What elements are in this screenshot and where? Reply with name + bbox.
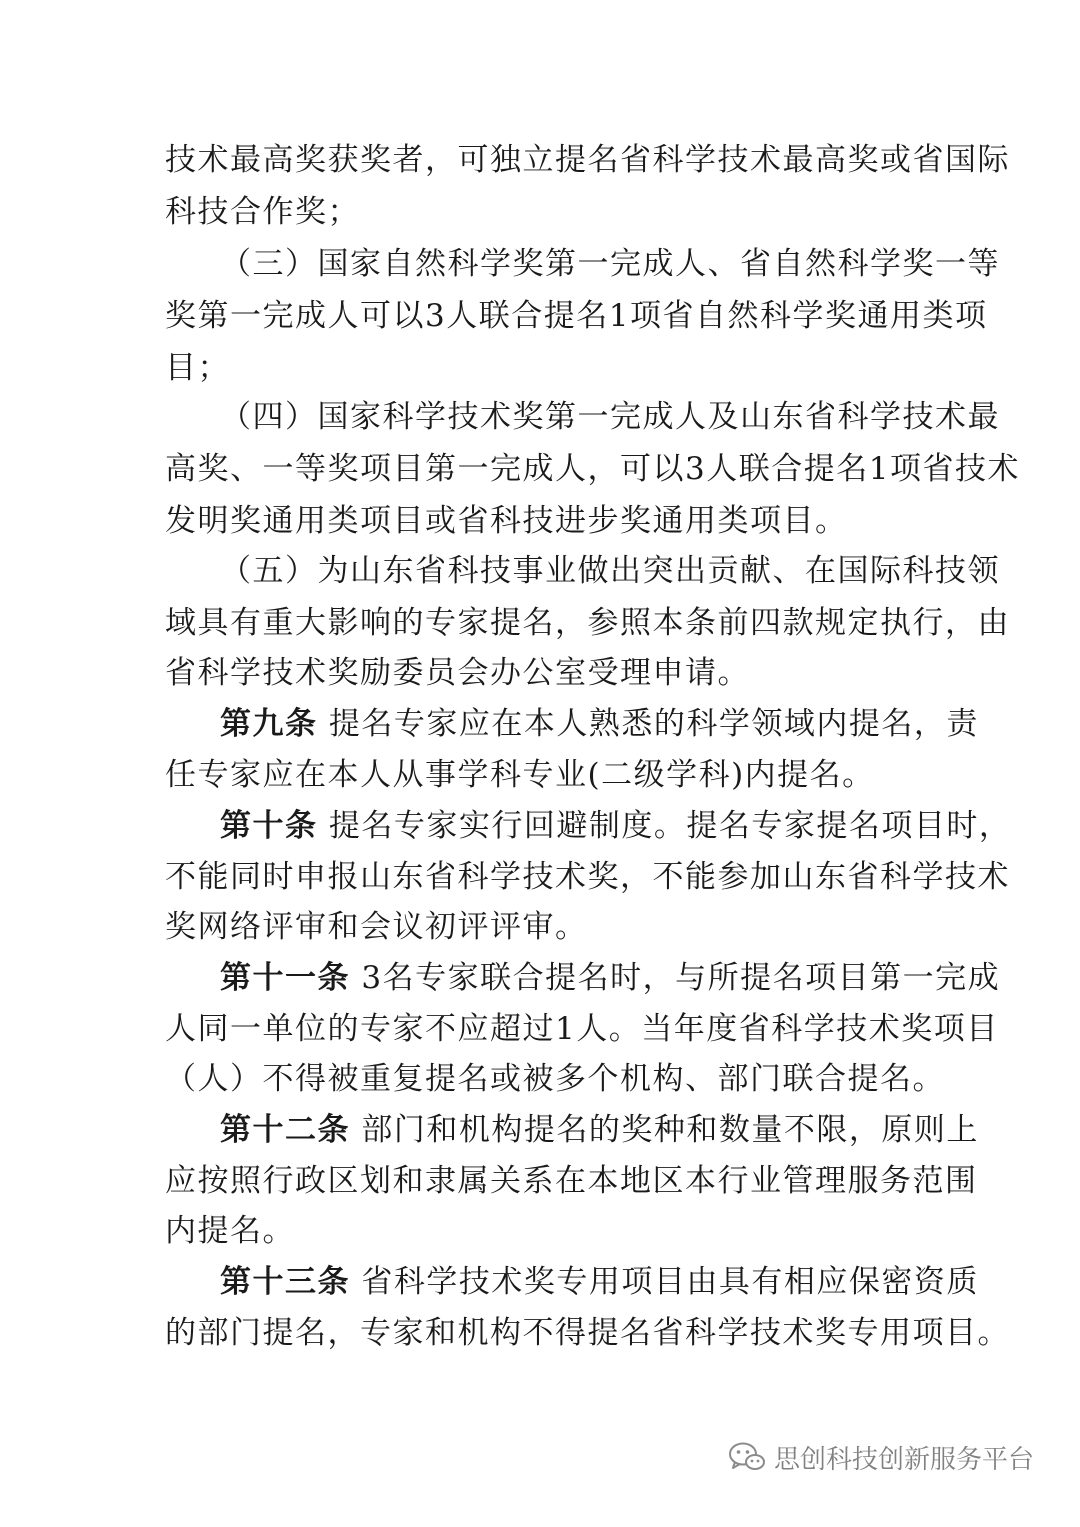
text-line: 应按照行政区划和隶属关系在本地区本行业管理服务范围 — [165, 1163, 978, 1199]
text-line: （四）国家科学技术奖第一完成人及山东省科学技术最 — [220, 399, 1000, 435]
text-line: 的部门提名，专家和机构不得提名省科学技术奖专用项目。 — [165, 1315, 1010, 1351]
text-line: 不能同时申报山东省科学技术奖，不能参加山东省科学技术 — [165, 859, 1010, 895]
article-heading: 第十条 — [220, 808, 318, 844]
text-line: 奖第一完成人可以3人联合提名1项省自然科学奖通用类项 — [165, 298, 988, 334]
text-line: 高奖、一等奖项目第一完成人，可以3人联合提名1项省技术 — [165, 451, 1020, 487]
article-heading: 第十一条 — [220, 960, 350, 996]
text-line: （三）国家自然科学奖第一完成人、省自然科学奖一等 — [220, 246, 1000, 282]
text-line: 发明奖通用类项目或省科技进步奖通用类项目。 — [165, 503, 848, 539]
text-line: 省科学技术奖励委员会办公室受理申请。 — [165, 655, 750, 691]
text-line: （五）为山东省科技事业做出突出贡献、在国际科技领 — [220, 553, 1000, 589]
wechat-icon — [728, 1441, 766, 1473]
article-heading: 第十二条 — [220, 1112, 350, 1148]
text-line: 域具有重大影响的专家提名，参照本条前四款规定执行，由 — [165, 605, 1010, 641]
article-9-line: 第九条 提名专家应在本人熟悉的科学领域内提名，责 — [220, 706, 979, 742]
watermark-text: 思创科技创新服务平台 — [774, 1444, 1035, 1475]
article-heading: 第十三条 — [220, 1264, 350, 1300]
text-line: 技术最高奖获奖者，可独立提名省科学技术最高奖或省国际 — [165, 142, 1010, 178]
text-line: 人同一单位的专家不应超过1人。当年度省科学技术奖项目 — [165, 1011, 999, 1047]
text-line: 内提名。 — [165, 1213, 295, 1249]
text-line: 目； — [165, 350, 230, 386]
article-10-line: 第十条 提名专家实行回避制度。提名专家提名项目时， — [220, 808, 1012, 844]
article-heading: 第九条 — [220, 706, 318, 742]
text-line: （人）不得被重复提名或被多个机构、部门联合提名。 — [165, 1061, 945, 1097]
article-11-line: 第十一条 3名专家联合提名时，与所提名项目第一完成 — [220, 960, 1001, 996]
text-line: 任专家应在本人从事学科专业(二级学科)内提名。 — [165, 757, 875, 793]
watermark — [728, 1437, 1058, 1477]
text-line: 奖网络评审和会议初评评审。 — [165, 909, 588, 945]
article-12-line: 第十二条 部门和机构提名的奖种和数量不限，原则上 — [220, 1112, 979, 1148]
article-13-line: 第十三条 省科学技术奖专用项目由具有相应保密资质 — [220, 1264, 979, 1300]
text-line: 科技合作奖； — [165, 194, 360, 230]
